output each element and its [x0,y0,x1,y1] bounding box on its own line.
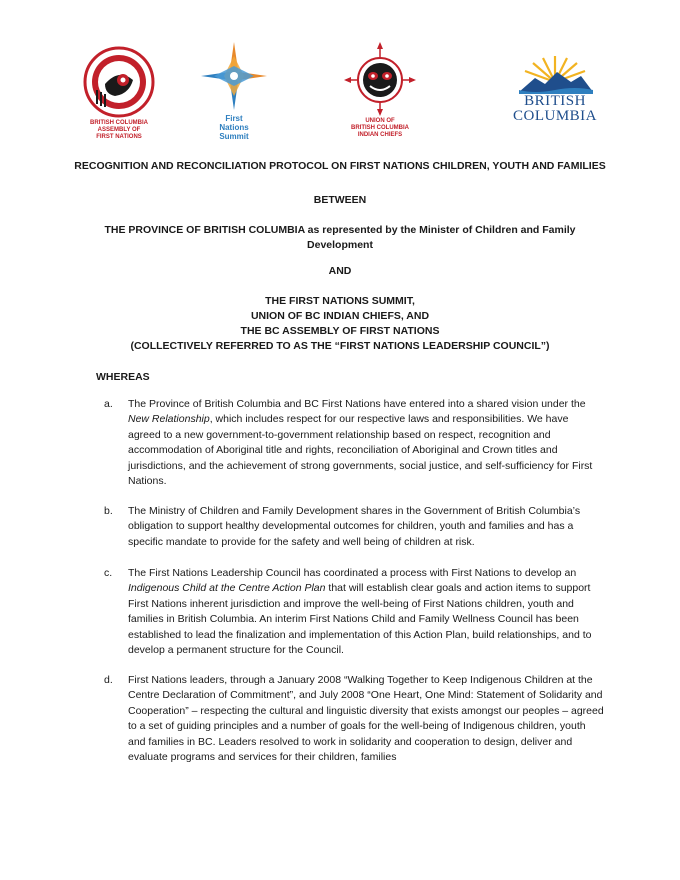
clause-text [128,566,604,658]
bcafn-emblem-icon [83,46,155,118]
party-line: THE BC ASSEMBLY OF FIRST NATIONS [240,325,440,337]
clause-text-segment: that will establish clear goals and action items to support First Nations inherent jurisdiction and improve the well-being of First Nations children, youth and families in British Columbia. An interim First Nations Child and Family Wellness Council has been established to lead the finalization and implementation of this Action Plan, build relationships, and to develop a permanent structure for the Council. [128,582,592,657]
clause-text-segment: The Province of British Columbia and BC First Nations have entered into a shared vision under the [128,398,586,410]
party-line: UNION OF BC INDIAN CHIEFS, AND [250,310,430,322]
ubcic-emblem-icon [344,42,416,116]
sunrise-mountains-icon [515,52,595,94]
clause-italic-segment: Indigenous Child at the Centre Action Plan [128,582,326,595]
document-title: RECOGNITION AND RECONCILIATION PROTOCOL ON FIRST NATIONS CHILDREN, YOUTH AND FAMILIES [74,160,606,172]
party-first-nations [60,294,620,354]
bc-government-logo [512,52,598,124]
ubcic-logo [330,42,430,139]
clause-text-segment: , which includes respect for our respective laws and responsibilities. We have agreed to a new government-to-government relationship based on respect, recognition and accommodation of Aboriginal title and rights, reconciliation of Aboriginal and Crown titles and jurisdictions, and the achievement of strong governments, social justice, and self-sufficiency for First Nations. [128,413,593,488]
whereas-heading: WHEREAS [96,371,150,383]
clause-c [104,566,604,658]
clause-d [104,673,604,765]
party-province: THE PROVINCE OF BRITISH COLUMBIA as represented by the Minister of Children and Family Development [104,224,576,251]
clause-italic-segment: New Relationship [128,413,210,426]
ubcic-caption-line: BRITISH COLUMBIA [351,125,409,131]
clause-letter: a. [104,398,113,410]
bcafn-caption-line: BRITISH COLUMBIA [90,120,148,126]
and-heading: AND [328,265,352,277]
bc-wordmark-line2: COLUMBIA [512,108,597,124]
fns-logo [196,40,272,141]
clause-text: The Ministry of Children and Family Development shares in the Government of British Columbia’s obligation to support healthy developmental outcomes for children, youth and families and has a specific mandate to provide for the safety and well being of children at risk. [128,505,581,548]
bc-wordmark-line1: BRITISH [524,93,586,109]
party-line: (COLLECTIVELY REFERRED TO AS THE “FIRST NATIONS LEADERSHIP COUNCIL”) [130,340,550,352]
clause-letter: b. [104,505,113,517]
between-heading: BETWEEN [313,194,367,206]
fns-caption-line: First [225,114,243,123]
clause-text-segment: The First Nations Leadership Council has coordinated a process with First Nations to develop an [128,567,577,579]
clause-text: First Nations leaders, through a January 2008 “Walking Together to Keep Indigenous Children at the Centre Declaration of Commitment”, and July 2008 “One Heart, One Mind: Statement of Solidarity and Cooperation” – respecting the cultural and linguistic diversity that exists amongst our peoples – agreed to a set of guiding principles and a number of goals for the well-being of Indigenous children, youth and families in BC. Leaders resolved to work in solidarity and cooperation to design, deliver and evaluate programs and services for their children, families [128,674,604,764]
fns-caption-line: Nations [219,123,249,132]
ubcic-caption-line: INDIAN CHIEFS [357,132,403,138]
bcafn-caption-line: FIRST NATIONS [96,134,142,140]
bcafn-logo [74,46,164,141]
compass-star-icon [199,40,269,112]
ubcic-caption-line: UNION OF [365,118,395,124]
clause-text [128,397,604,489]
clause-letter: c. [104,567,113,579]
party-line: THE FIRST NATIONS SUMMIT, [265,295,415,307]
bcafn-caption-line: ASSEMBLY OF [97,127,141,133]
clause-letter: d. [104,674,113,686]
clause-a [104,397,604,489]
fns-caption-line: Summit [219,132,249,141]
clause-b [104,504,604,550]
